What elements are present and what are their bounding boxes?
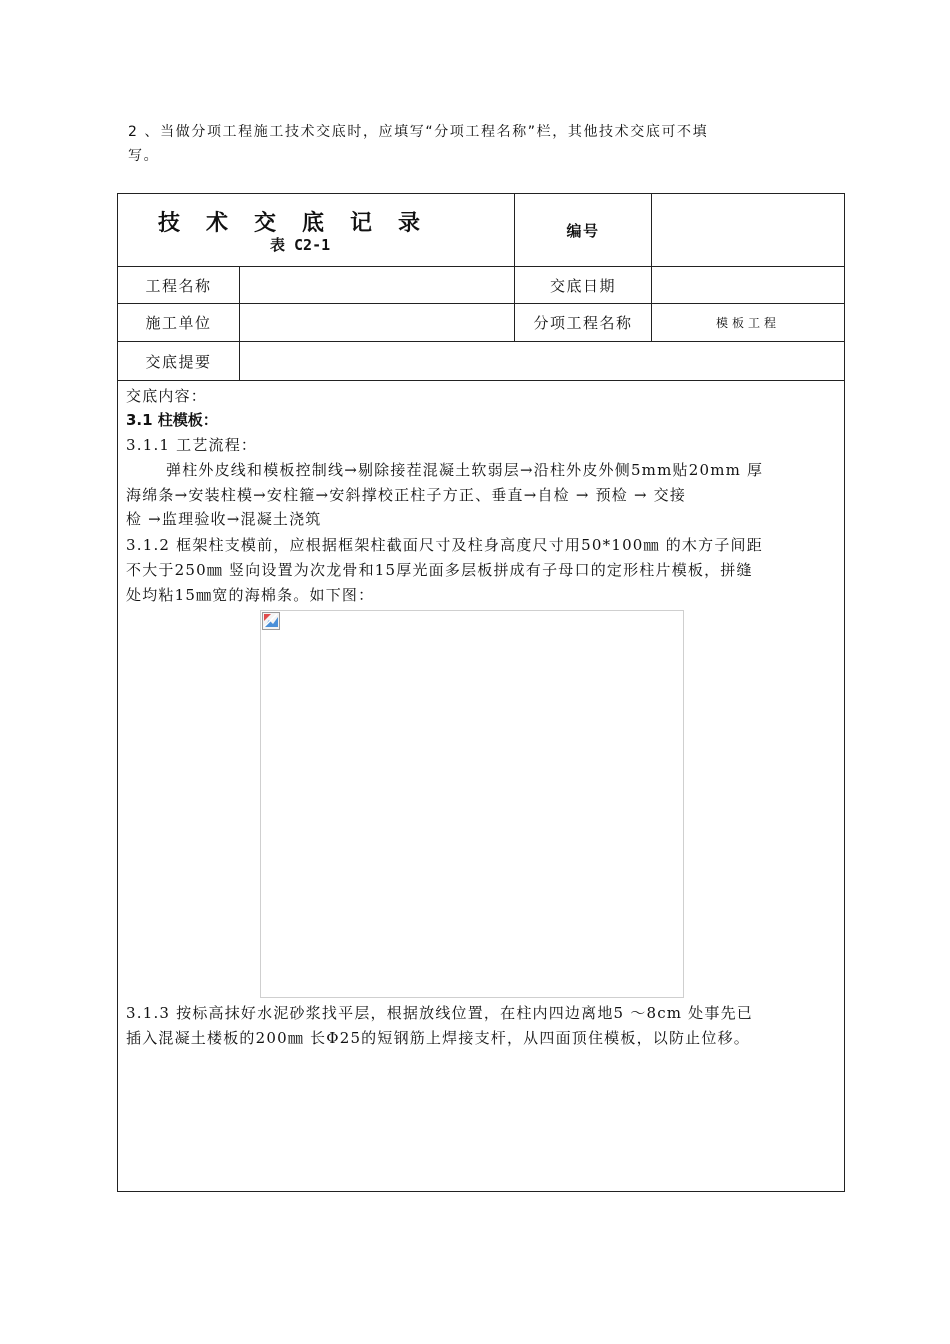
number-field[interactable] (652, 194, 845, 267)
form-subtitle: 表 C2-1 (270, 236, 331, 254)
instruction-note (128, 120, 828, 168)
project-name-field[interactable] (240, 267, 515, 304)
project-name-label: 工程名称 (118, 267, 240, 304)
section-3-1-2-line-1: 3.1.2 框架柱支模前，应根据框架柱截面尺寸及柱身高度尺寸用50*100㎜ 的木方子间距 (126, 536, 763, 554)
instruction-note-line-1: 2 、当做分项工程施工技术交底时，应填写“分项工程名称”栏，其他技术交底可不填 (128, 124, 709, 140)
subproject-name-field[interactable]: 模板工程 (652, 304, 845, 342)
summary-field[interactable] (240, 342, 845, 381)
number-label: 编号 (515, 194, 652, 267)
disclosure-date-field[interactable] (652, 267, 845, 304)
process-flow-line-2: 海绵条→安装柱模→安柱箍→安斜撑校正柱子方正、垂直→自检 → 预检 → 交接 (126, 486, 687, 504)
section-heading: 3.1 柱模板： (126, 411, 218, 429)
section-3-1-1-title: 3.1.1 工艺流程： (126, 436, 258, 454)
subproject-name-label: 分项工程名称 (515, 304, 652, 342)
disclosure-date-label: 交底日期 (515, 267, 652, 304)
form-title: 技术交底记录 (158, 211, 447, 236)
section-3-1-3-line-1: 3.1.3 按标高抹好水泥砂浆找平层，根据放线位置，在柱内四边离地5 ～8cm 处事先已 (126, 1004, 753, 1022)
broken-image-icon (262, 612, 280, 630)
summary-label: 交底提要 (118, 342, 240, 381)
content-heading: 交底内容： (126, 387, 208, 405)
column-formwork-figure (260, 610, 684, 998)
section-3-1-2-line-3: 处均粘15㎜宽的海棉条。如下图： (126, 586, 375, 604)
construction-unit-field[interactable] (240, 304, 515, 342)
section-3-1-2-line-2: 不大于250㎜ 竖向设置为次龙骨和15厚光面多层板拼成有子母口的定形柱片模板，拼缝 (126, 561, 753, 579)
disclosure-content-cell (118, 381, 845, 1192)
section-3-1-3-line-2: 插入混凝土楼板的200㎜ 长Φ25的短钢筋上焊接支杆，从四面顶住模板，以防止位移。 (126, 1029, 750, 1047)
construction-unit-label: 施工单位 (118, 304, 240, 342)
instruction-note-line-2: 写。 (128, 148, 160, 164)
form-title-cell (118, 194, 515, 267)
technical-disclosure-form (117, 193, 845, 1192)
process-flow-line-3: 检 →监理验收→混凝土浇筑 (126, 510, 322, 528)
process-flow-line-1: 弹柱外皮线和模板控制线→剔除接茬混凝土软弱层→沿柱外皮外侧5mm贴20mm 厚 (166, 461, 764, 479)
